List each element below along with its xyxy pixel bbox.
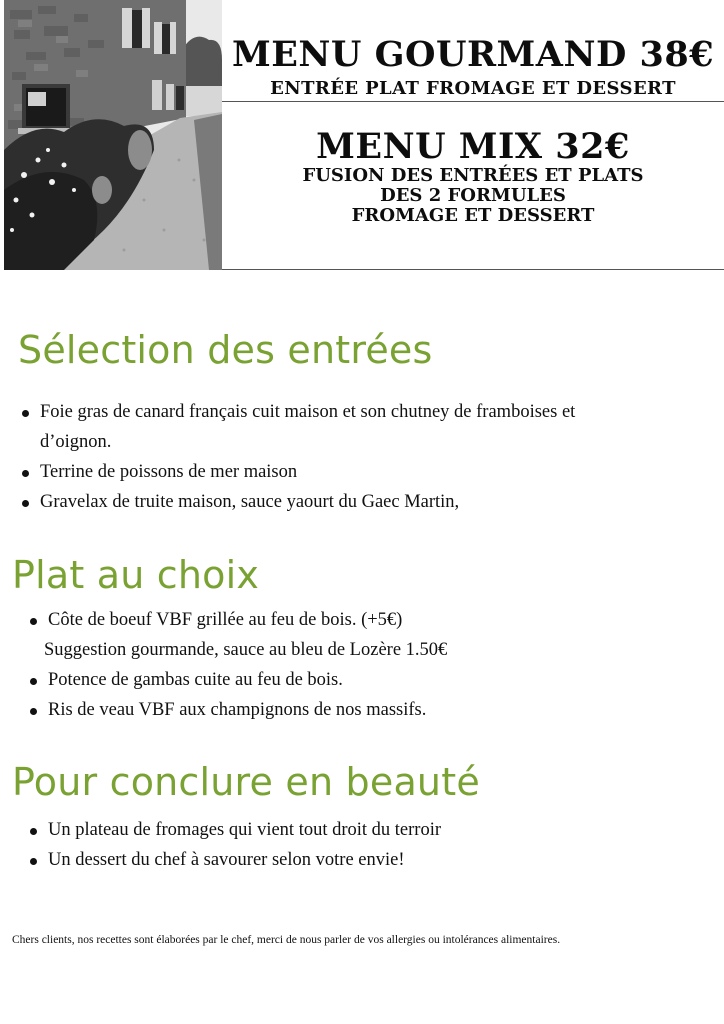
bullet-icon [30,858,37,865]
list-item [30,845,710,875]
entrees-list [22,397,702,517]
list-item [30,605,710,665]
list-item [22,457,702,487]
section-title-plats: Plat au choix [12,553,260,597]
menu-gourmand-title: MENU GOURMAND 38€ [231,34,715,75]
desserts-list [30,815,710,875]
header-divider [222,101,724,102]
bullet-icon [30,678,37,685]
bullet-icon [30,828,37,835]
menu-mix-line2: DES 2 FORMULES [380,185,566,206]
item-text: Gravelax de truite maison, sauce yaourt du Gaec Martin, [40,492,460,512]
item-text: Un plateau de fromages qui vient tout droit du terroir [48,820,442,840]
farmhouse-photo [4,0,222,270]
menu-mix-line1: FUSION DES ENTRÉES ET PLATS [302,165,644,186]
item-text: Potence de gambas cuite au feu de bois. [48,670,343,690]
bullet-icon [22,500,29,507]
section-title-desserts: Pour conclure en beauté [12,760,480,804]
list-item [30,665,710,695]
list-item [22,397,702,457]
item-text: Terrine de poissons de mer maison [40,462,298,482]
header-bottom-divider [222,269,724,270]
bullet-icon [30,618,37,625]
bullet-icon [22,470,29,477]
list-item [30,815,710,845]
item-text-continued: d’oignon. [40,432,112,452]
item-text-continued: Suggestion gourmande, sauce au bleu de Lozère 1.50€ [44,640,448,660]
menu-mix-title: MENU MIX 32€ [316,126,630,167]
item-text: Côte de boeuf VBF grillée au feu de bois. (+5€) [48,610,403,630]
item-text: Ris de veau VBF aux champignons de nos massifs. [48,700,427,720]
menu-gourmand-subtitle: ENTRÉE PLAT FROMAGE ET DESSERT [270,78,676,99]
bullet-icon [22,410,29,417]
list-item [22,487,702,517]
plats-list [30,605,710,725]
section-title-entrees: Sélection des entrées [18,328,433,372]
list-item [30,695,710,725]
item-text: Un dessert du chef à savourer selon votre envie! [48,850,405,870]
menu-mix-line3: FROMAGE ET DESSERT [351,205,595,226]
bullet-icon [30,708,37,715]
allergy-note: Chers clients, nos recettes sont élaborées par le chef, merci de nous parler de vos allergies ou intolérances alimentaires. [12,934,561,946]
farmhouse-image [4,0,222,270]
item-text: Foie gras de canard français cuit maison et son chutney de framboises et [40,402,576,422]
